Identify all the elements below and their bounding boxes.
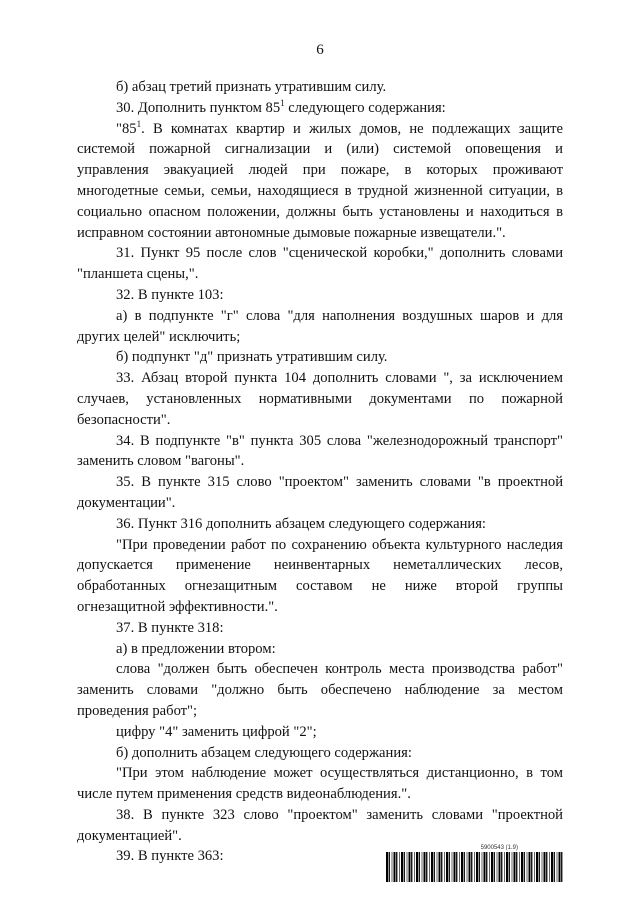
paragraph: 35. В пункте 315 слово "проектом" заменить словами "в проектной документации".	[77, 474, 563, 511]
barcode-block	[386, 844, 564, 882]
paragraph: 37. В пункте 318:	[116, 619, 224, 636]
paragraph: а) в подпункте "г" слова "для наполнения воздушных шаров и для других целей" исключить;	[77, 307, 563, 345]
paragraph: "$85^1$. В комнатах квартир и жилых домов, не подлежащих защите системой пожарной сигнализации и (или) системой оповещения и управления эвакуацией людей при пожаре, в которых проживают многодетные семьи, семьи, находящиеся в трудной жизненной ситуации, в социально опасном положении, должны быть установлены и находиться в исправном состоянии автономные дымовые пожарные извещатели.".	[77, 118, 563, 241]
paragraph: 39. В пункте 363:	[116, 848, 224, 865]
paragraph: 34. В подпункте "в" пункта 305 слова "железнодорожный транспорт" заменить словом "вагоны".	[77, 432, 563, 470]
paragraph: "При этом наблюдение может осуществляться дистанционно, в том числе путем применения средств видеонаблюдения.".	[77, 765, 563, 803]
superscript: 1	[280, 97, 285, 108]
barcode-icon	[386, 852, 564, 882]
paragraph: 31. Пункт 95 после слов "сценической коробки," дополнить словами "планшета сцены,".	[77, 245, 563, 283]
paragraph: 30. Дополнить пунктом $85^1$ следующего содержания:	[116, 97, 446, 116]
page-number: 6	[316, 42, 324, 58]
paragraph: б) дополнить абзацем следующего содержания:	[116, 744, 412, 761]
document-body	[77, 77, 563, 867]
paragraph: 36. Пункт 316 дополнить абзацем следующего содержания:	[116, 515, 486, 532]
paragraph: а) в предложении втором:	[116, 640, 276, 657]
paragraph: цифру "4" заменить цифрой "2";	[116, 723, 317, 740]
paragraph: 38. В пункте 323 слово "проектом" заменить словами "проектной документацией".	[77, 806, 563, 844]
barcode-label: 5900543 (1.9)	[480, 845, 518, 851]
superscript: 1	[136, 118, 142, 129]
paragraph: б) подпункт "д" признать утратившим силу.	[116, 349, 388, 366]
paragraph: слова "должен быть обеспечен контроль места производства работ" заменить словами "должно быть обеспечено наблюдение за местом проведения работ";	[77, 661, 563, 719]
paragraph: 33. Абзац второй пункта 104 дополнить словами ", за исключением случаев, установленных нормативными документами по пожарной безопасности".	[77, 370, 563, 428]
paragraph: "При проведении работ по сохранению объекта культурного наследия допускается применение неинвентарных неметаллических лесов, обработанных огнезащитным составом не ниже второй группы огнезащитной эффективности.".	[77, 536, 563, 615]
paragraph: б) абзац третий признать утратившим силу.	[116, 79, 387, 95]
paragraph: 32. В пункте 103:	[116, 286, 224, 303]
